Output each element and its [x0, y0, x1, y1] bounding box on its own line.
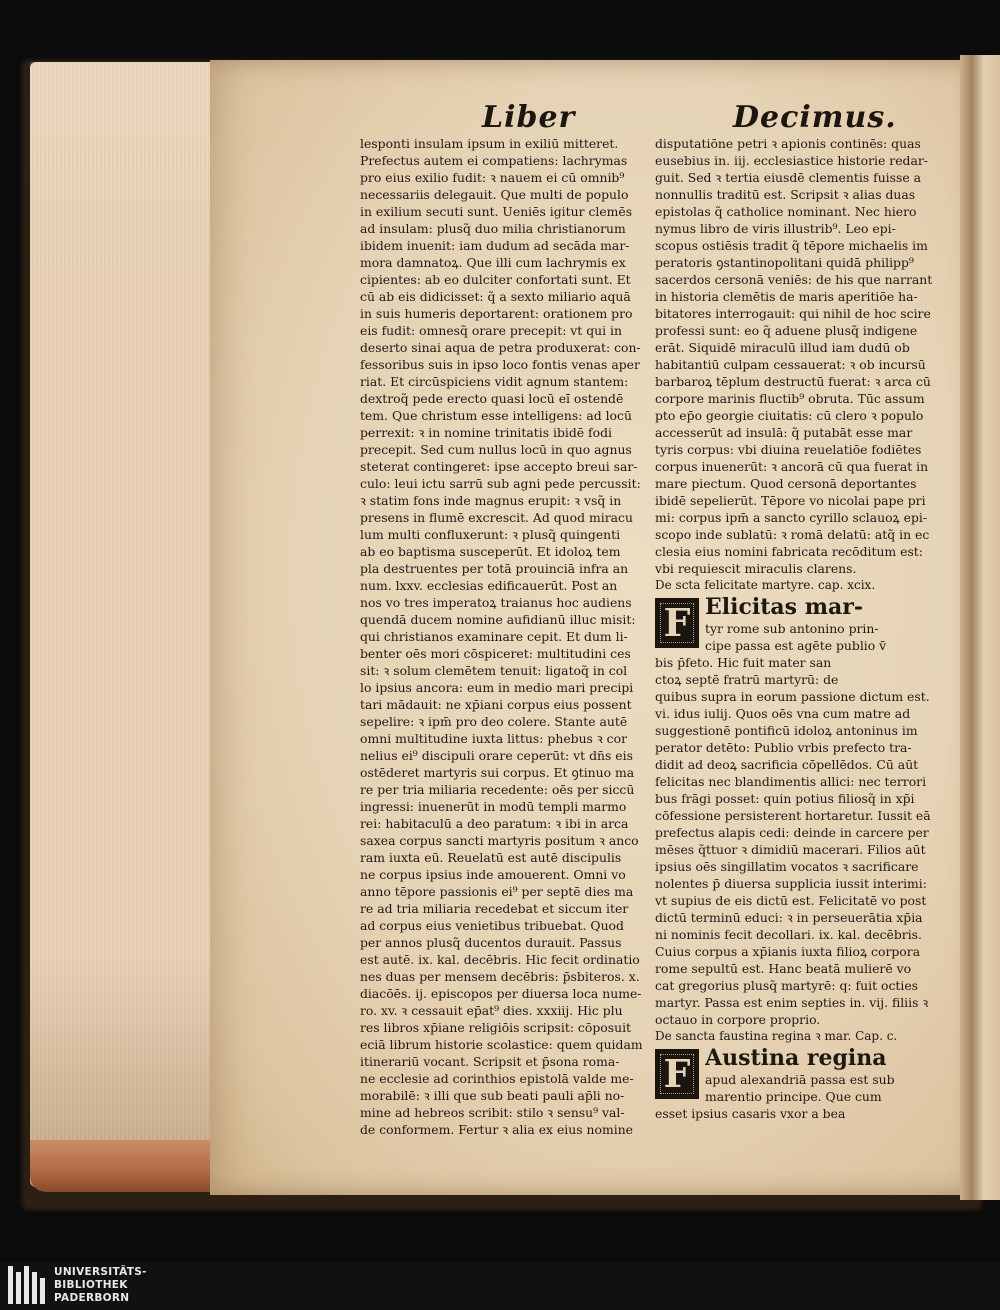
text-line: corpore marinis fluctib⁹ obruta. Tūc assum [655, 391, 925, 406]
chapter-first-word-2: Austina regina [705, 1045, 887, 1071]
library-name-line3: PADERBORN [54, 1292, 130, 1304]
text-line: de conformem. Fertur ꝛ alia ex eius nomine [360, 1122, 634, 1137]
text-line: rei: habitaculū a deo paratum: ꝛ ibi in arca [360, 816, 629, 831]
text-line: ab eo baptisma susceperūt. Et idoloꝝ tem [360, 544, 621, 559]
text-line: eciā librum historie scolastice: quem quidam [360, 1037, 643, 1052]
text-line: per annos plusq̃ ducentos durauit. Passus [360, 935, 622, 950]
text-line: qui christianos examinare cepit. Et dum li- [360, 629, 628, 644]
text-line: num. lxxv. ecclesias edificauerūt. Post an [360, 578, 618, 593]
text-line: lum multi confluxerunt: ꝛ plusq̃ quingenti [360, 527, 621, 542]
text-line: cōfessione persisterent hortaretur. Iussit eā [655, 808, 931, 823]
text-line: ram iuxta eū. Reuelatū est autē discipulis [360, 850, 622, 865]
text-line: ibidē sepelierūt. Tēpore vo nicolai pape pri [655, 493, 926, 508]
text-line: necessariis delegauit. Que multi de populo [360, 187, 629, 202]
text-line: pto ep̄o georgie ciuitatis: cū clero ꝛ populo [655, 408, 924, 423]
text-line: habitantiū culpam cessauerat: ꝛ ob incursū [655, 357, 926, 372]
text-line: in exilium secuti sunt. Ueniēs igitur clemēs [360, 204, 633, 219]
text-line: Cuius corpus a xp̄ianis iuxta filioꝝ corpora [655, 944, 921, 959]
text-line: perrexit: ꝛ in nomine trinitatis ibidē fodi [360, 425, 612, 440]
text-line: scopo inde sublatū: ꝛ romā delatū: atq̃ in ec [655, 527, 930, 542]
text-line: ibidem inuenit: iam dudum ad secāda mar- [360, 238, 630, 253]
text-line: apud alexandriā passa est sub [705, 1072, 895, 1087]
text-line: presens in flumē excrescit. Ad quod miracu [360, 510, 633, 525]
text-line: pla destruentes per totā prouinciā infra an [360, 561, 629, 576]
text-line: nos vo tres imperatoꝝ traianus hoc audiens [360, 595, 632, 610]
text-line: mēses q̃ttuor ꝛ dimidiū macerari. Filios aūt [655, 842, 926, 857]
text-line: sepelire: ꝛ ipm̄ pro deo colere. Stante autē [360, 714, 628, 729]
text-line: ad corpus eius venietibus tribuebat. Quod [360, 918, 624, 933]
running-head-right: Decimus. [733, 100, 897, 135]
text-line: saxea corpus sancti martyris positum ꝛ anco [360, 833, 639, 848]
text-line: corpus inuenerūt: ꝛ ancorā cū qua fuerat in [655, 459, 929, 474]
text-line: nes duas per mensem decēbris: p̄sbiteros. x. [360, 969, 640, 984]
chapter-felicitas [655, 594, 940, 1028]
text-line: sacerdos cersonā veniēs: de his que narrant [655, 272, 933, 287]
text-line: quibus supra in eorum passione dictum est. [655, 689, 930, 704]
chapter-felicitas-text [655, 620, 940, 1028]
text-line: nolentes p̄ diuersa supplicia iussit interimi: [655, 876, 927, 891]
text-line: bis p̄feto. Hic fuit mater san [655, 655, 832, 670]
library-name [54, 1266, 147, 1305]
text-line: vi. idus iulij. Quos oēs vna cum matre ad [655, 706, 911, 721]
text-line: ro. xv. ꝛ cessauit ep̄at⁹ dies. xxxiij. Hic plu [360, 1003, 623, 1018]
running-head-left: Liber [482, 100, 576, 135]
text-line: bus frāgi posset: quin potius filiosq̃ in xp̄i [655, 791, 915, 806]
text-line: in suis humeris deportarent: orationem pro [360, 306, 633, 321]
text-line: peratoris ꝯstantinopolitani quidā philipp⁹ [655, 255, 914, 270]
text-line: dictū terminū educi: ꝛ in perseuerātia xp̄ia [655, 910, 923, 925]
text-line: re per tria miliaria recedente: oēs per siccū [360, 782, 635, 797]
text-line: ni nominis fecit decollari. ix. kal. decēbris. [655, 927, 922, 942]
text-line: pro eius exilio fudit: ꝛ nauem ei cū omnib⁹ [360, 170, 625, 185]
chapter-heading-felicitas: De scta felicitate martyre. cap. xcix. [655, 578, 876, 592]
text-line: culo: leui ictu sarrū sub agni pede percussit: [360, 476, 641, 491]
chapter-faustina [655, 1045, 940, 1122]
text-line: precepit. Sed cum nullus locū in quo agnus [360, 442, 632, 457]
text-line: quendā ducem nomine aufidianū illuc misit: [360, 612, 636, 627]
text-line: Prefectus autem ei compatiens: lachrymas [360, 153, 628, 168]
text-line: benter oēs mori cōspiceret: multitudini ces [360, 646, 631, 661]
library-logo-icon [6, 1264, 48, 1308]
chapter-heading-faustina: De sancta faustina regina ꝛ mar. Cap. c. [655, 1029, 898, 1043]
text-line: ipsius oēs singillatim vocatos ꝛ sacrificare [655, 859, 919, 874]
text-line: cipientes: ab eo dulciter confortati sunt. Et [360, 272, 631, 287]
text-line: barbaroꝝ tēplum destructū fuerat: ꝛ arca cū [655, 374, 931, 389]
library-name-line2: BIBLIOTHEK [54, 1279, 128, 1291]
library-name-line1: UNIVERSITÄTS- [54, 1266, 147, 1278]
text-line: fessoribus suis in ipso loco fontis venas aper [360, 357, 640, 372]
text-line: ne corpus ipsius inde amouerent. Omni vo [360, 867, 626, 882]
text-line: bitatores interrogauit: qui nihil de hoc scire [655, 306, 931, 321]
text-line: ne ecclesie ad corinthios epistolā valde me- [360, 1071, 634, 1086]
text-line: riat. Et circūspiciens vidit agnum stantem: [360, 374, 629, 389]
text-line: ingressi: inuenerūt in modū templi marmo [360, 799, 627, 814]
text-line: eusebius in. iij. ecclesiastice historie redar- [655, 153, 928, 168]
text-line: martyr. Passa est enim septies in. vij. filiis ꝛ [655, 995, 929, 1010]
text-line: anno tēpore passionis ei⁹ per septē dies ma [360, 884, 634, 899]
text-line: steterat contingeret: ipse accepto breui sar- [360, 459, 638, 474]
text-line: lesponti insulam ipsum in exiliū mitteret. [360, 136, 619, 151]
text-line: est autē. ix. kal. decēbris. Hic fecit ordinatio [360, 952, 640, 967]
decorated-initial-f2: F [655, 1049, 699, 1099]
text-line: cū ab eis didicisset: q̃ a sexto miliario aquā [360, 289, 631, 304]
column-right-top-text [655, 135, 940, 577]
text-line: suggestionē pontificū idoloꝝ antoninus im [655, 723, 918, 738]
text-line: tyr rome sub antonino prin- [705, 621, 879, 636]
text-line: perator detēto: Publio vrbis prefecto tra- [655, 740, 912, 755]
page-edges [30, 62, 220, 1187]
text-line: ꝛ statim fons inde magnus erupit: ꝛ vsq̃ in [360, 493, 622, 508]
text-line: re ad tria miliaria recedebat et siccum iter [360, 901, 629, 916]
library-footer [0, 1262, 1000, 1310]
text-line: dextroq̃ pede erecto quasi locū ei̇̄ ostendē [360, 391, 624, 406]
text-line: in historia clemētis de maris aperitiōe ha- [655, 289, 918, 304]
text-column-right [655, 135, 940, 1122]
text-line: guit. Sed ꝛ tertia eiusdē clementis fuisse a [655, 170, 922, 185]
text-line: erāt. Siquidē miraculū illud iam dudū ob [655, 340, 910, 355]
text-line: ostēderet martyris sui corpus. Et ꝯtinuo ma [360, 765, 635, 780]
text-line: deserto sinai aqua de petra produxerat: con- [360, 340, 641, 355]
text-line: tyris corpus: vbi diuina reuelatiōe fodiētes [655, 442, 922, 457]
text-line: itinerariū vocant. Scripsit et p̄sona roma- [360, 1054, 620, 1069]
text-line: nymus libro de viris illustrib⁹. Leo epi- [655, 221, 896, 236]
text-line: mora damnatoꝝ. Que illi cum lachrymis ex [360, 255, 626, 270]
text-line: octauo in corpore proprio. [655, 1012, 821, 1027]
text-line: morabilē: ꝛ illi que sub beati pauli ap̄li no- [360, 1088, 625, 1103]
text-line: cipe passa est agēte publio v̄ [705, 638, 887, 653]
text-column-left [360, 135, 648, 1138]
text-line: tari mādauit: ne xp̄iani corpus eius possent [360, 697, 632, 712]
text-line: eis fudit: omnesq̃ orare precepit: vt qui in [360, 323, 622, 338]
text-line: ctoꝝ septē fratrū martyrū: de [655, 672, 839, 687]
text-line: diacōēs. ij. episcopos per diuersa loca nume- [360, 986, 642, 1001]
text-line: rome sepultū est. Hanc beatā mulierē vo [655, 961, 912, 976]
text-line: epistolas q̃ catholice nominant. Nec hiero [655, 204, 917, 219]
text-line: nelius ei⁹ discipuli orare ceperūt: vt dn̄s eis [360, 748, 633, 763]
text-line: scopus ostiēsis tradit q̃ tēpore michaelis im [655, 238, 928, 253]
text-line: mare piectum. Quod cersonā deportantes [655, 476, 917, 491]
text-line: nonnullis traditū est. Scripsit ꝛ alias duas [655, 187, 916, 202]
text-line: lo ipsius ancora: eum in medio mari precipi [360, 680, 634, 695]
text-line: esset ipsius casaris vxor a bea [655, 1106, 846, 1121]
text-line: ad insulam: plusq̃ duo milia christianorum [360, 221, 626, 236]
text-line: mi: corpus ipm̄ a sancto cyrillo sclauoꝝ epi- [655, 510, 928, 525]
text-line: vbi requiescit miraculis clarens. [655, 561, 857, 576]
text-line: mine ad hebreos scribit: stilo ꝛ sensu⁹ val- [360, 1105, 625, 1120]
text-line: accesserūt ad insulā: q̃ putabāt esse mar [655, 425, 913, 440]
decorated-initial-f: F [655, 598, 699, 648]
text-line: omni multitudine iuxta littus: phebus ꝛ cor [360, 731, 627, 746]
text-line: professi sunt: eo q̃ aduene plusq̃ indigene [655, 323, 918, 338]
text-line: cat gregorius plusq̃ martyrē: q: fuit octies [655, 978, 919, 993]
text-line: felicitas nec blandimentis allici: nec terrori [655, 774, 927, 789]
facing-page-edge [960, 55, 1000, 1200]
text-line: res libros xp̄iane religiōis scripsit: cōposuit [360, 1020, 632, 1035]
text-line: prefectus alapis cedi: deinde in carcere per [655, 825, 929, 840]
text-line: clesia eius nomini fabricata recōditum est: [655, 544, 923, 559]
text-line: tem. Que christum esse intelligens: ad locū [360, 408, 632, 423]
text-line: vt supius de eis dictū est. Felicitatē vo post [655, 893, 927, 908]
text-line: sit: ꝛ solum clemētem tenuit: ligatoq̃ in col [360, 663, 628, 678]
chapter-first-word: Elicitas mar- [705, 594, 863, 620]
text-line: disputatiōne petri ꝛ apionis continēs: quas [655, 136, 921, 151]
text-line: marentio principe. Que cum [705, 1089, 882, 1104]
text-line: didit ad deoꝝ sacrificia cōpellēdos. Cū aūt [655, 757, 919, 772]
